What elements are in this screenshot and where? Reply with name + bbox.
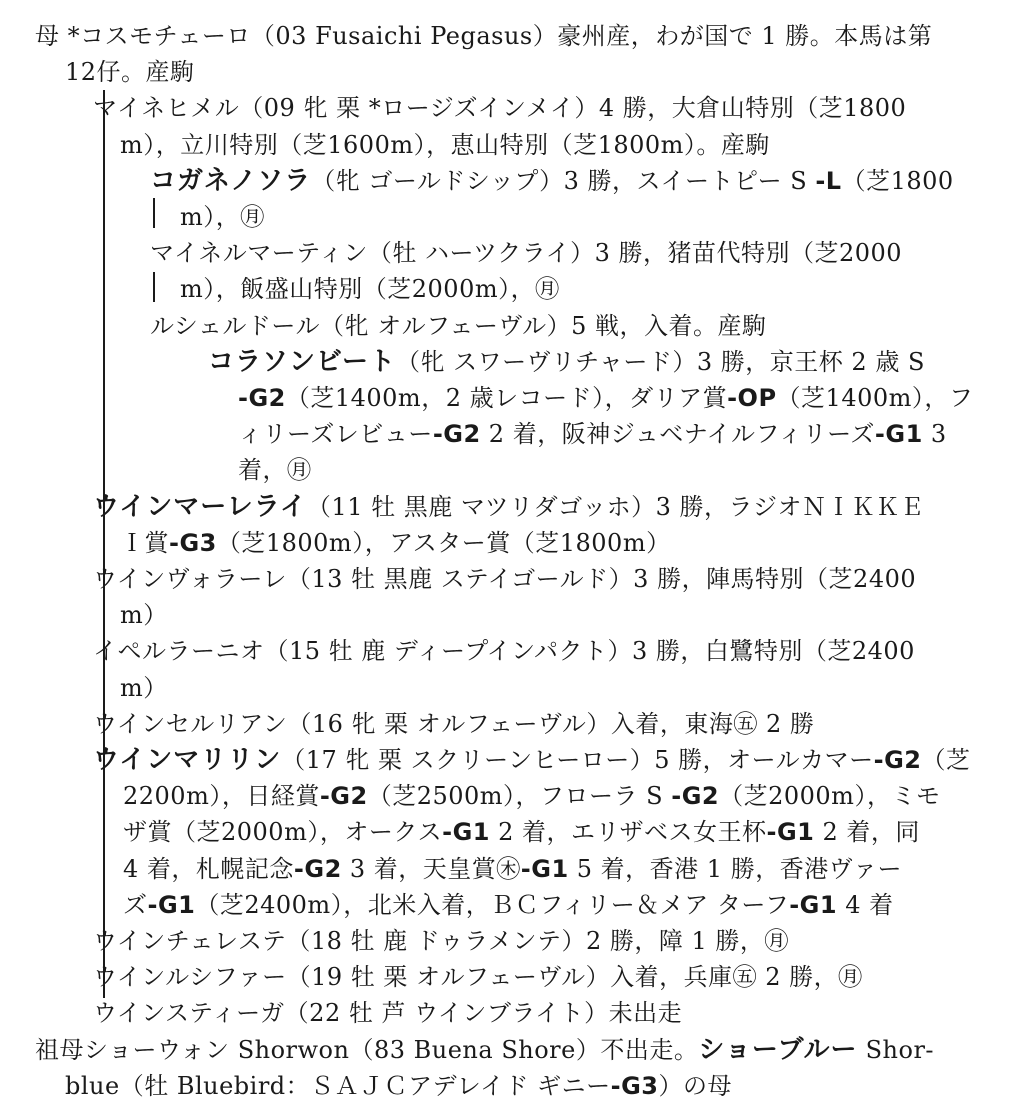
grade-label: -G1 bbox=[520, 855, 569, 883]
text-run: （17 牝 栗 スクリーンヒーロー）5 勝，オールカマー bbox=[281, 746, 874, 774]
text-line bbox=[93, 923, 789, 960]
grade-label: -G1 bbox=[766, 818, 815, 846]
text-run: 母 *コスモチェーロ（03 Fusaichi Pegasus）豪州産，わが国で 1 勝。本馬は第 bbox=[35, 22, 933, 50]
text-run: Ｉ賞 bbox=[120, 529, 169, 557]
text-run: m），飯盛山特別（芝2000m），㊊ bbox=[180, 275, 560, 303]
text-line bbox=[93, 633, 915, 670]
text-run: マイネルマーティン（牡 ハーツクライ）3 勝，猪苗代特別（芝2000 bbox=[150, 239, 903, 267]
grade-label: -L bbox=[815, 167, 842, 195]
text-run: 祖母ショーウォン Shorwon（83 Buena Shore）不出走。 bbox=[35, 1036, 699, 1064]
text-run: 2 着，阪神ジュベナイルフィリーズ bbox=[480, 420, 875, 448]
grade-label: -OP bbox=[727, 384, 777, 412]
text-run: ）の母 bbox=[658, 1072, 732, 1100]
text-run: 4 着，札幌記念 bbox=[123, 855, 294, 883]
text-run: （芝2400m），北米入着，ＢＣフィリー＆メア ターフ bbox=[195, 891, 790, 919]
text-run: ウインルシファー（19 牡 栗 オルフェーヴル）入着，兵庫㊄ 2 勝，㊊ bbox=[93, 963, 863, 991]
text-run: （芝1800 bbox=[841, 167, 954, 195]
text-run: 2 着，エリザベス女王杯 bbox=[489, 818, 767, 846]
text-line bbox=[93, 706, 814, 743]
text-line bbox=[93, 90, 906, 127]
grade-label: -G2 bbox=[873, 746, 922, 774]
text-run: （芝1800m），アスター賞（芝1800m） bbox=[216, 529, 671, 557]
text-line bbox=[150, 235, 902, 272]
text-line bbox=[35, 18, 932, 55]
grade-label: -G1 bbox=[789, 891, 838, 919]
grade-label: -G2 bbox=[319, 782, 368, 810]
text-line bbox=[120, 597, 168, 634]
text-line bbox=[123, 778, 940, 815]
text-run: （芝1400m，2 歳レコード），ダリア賞 bbox=[285, 384, 728, 412]
text-run: （芝2000m），ミモ bbox=[719, 782, 941, 810]
text-run: ザ賞（芝2000m），オークス bbox=[123, 818, 443, 846]
grade-label: -G2 bbox=[432, 420, 481, 448]
horse-name-bold: コガネノソラ bbox=[150, 166, 312, 196]
grade-label: -G1 bbox=[874, 420, 923, 448]
text-run: 3 着，天皇賞㊍ bbox=[341, 855, 521, 883]
text-run: ウインスティーガ（22 牡 芦 ウインブライト）未出走 bbox=[93, 999, 683, 1027]
horse-name-bold: コラソンビート bbox=[208, 347, 396, 377]
grade-label: -G2 bbox=[293, 855, 342, 883]
text-run: （芝1400m），フ bbox=[776, 384, 974, 412]
text-run: マイネヒメル（09 牝 栗 *ロージズインメイ）4 勝，大倉山特別（芝1800 bbox=[93, 94, 907, 122]
text-line bbox=[65, 54, 195, 91]
text-run: （牝 ゴールドシップ）3 勝，スイートピー S bbox=[311, 167, 816, 195]
text-line bbox=[93, 742, 971, 779]
text-run: Shor- bbox=[857, 1036, 935, 1064]
text-run: blue（牡 Bluebird：ＳＡＪＣアデレイド ギニー bbox=[65, 1072, 611, 1100]
text-run: 5 着，香港 1 勝，香港ヴァー bbox=[568, 855, 902, 883]
text-run: m），立川特別（芝1600m），恵山特別（芝1800m）。産駒 bbox=[120, 131, 770, 159]
text-line bbox=[180, 199, 265, 236]
text-line bbox=[208, 344, 925, 381]
text-line bbox=[35, 1032, 934, 1069]
text-run: m） bbox=[120, 601, 168, 629]
horse-name-bold: ウインマーレライ bbox=[93, 492, 307, 522]
text-line bbox=[238, 452, 312, 489]
text-line bbox=[120, 127, 770, 164]
tree-branch-koganenosora bbox=[153, 198, 155, 228]
grade-label: -G1 bbox=[442, 818, 490, 846]
text-run: ウインヴォラーレ（13 牡 黒鹿 ステイゴールド）3 勝，陣馬特別（芝2400 bbox=[93, 565, 917, 593]
text-run: （11 牡 黒鹿 マツリダゴッホ）3 勝，ラジオＮＩＫＫＥ bbox=[306, 493, 925, 521]
text-run: （牝 スワーヴリチャード）3 勝，京王杯 2 歳 S bbox=[395, 348, 925, 376]
text-line bbox=[123, 851, 902, 888]
text-run: 4 着 bbox=[837, 891, 894, 919]
text-line bbox=[65, 1068, 732, 1105]
text-run: ウインセルリアン（16 牝 栗 オルフェーヴル）入着，東海㊄ 2 勝 bbox=[93, 710, 815, 738]
grade-label: -G3 bbox=[610, 1072, 659, 1100]
text-line bbox=[150, 163, 954, 200]
text-line bbox=[238, 380, 973, 417]
grade-label: -G3 bbox=[169, 529, 217, 557]
text-run: 2200m），日経賞 bbox=[123, 782, 320, 810]
text-run: 3 bbox=[922, 420, 947, 448]
text-line bbox=[120, 525, 671, 562]
grade-label: -G1 bbox=[147, 891, 196, 919]
text-run: 12仔。産駒 bbox=[65, 58, 195, 86]
text-line bbox=[238, 416, 947, 453]
text-line bbox=[120, 670, 168, 707]
text-line bbox=[150, 308, 767, 345]
text-run: （芝2500m），フローラ S bbox=[367, 782, 672, 810]
tree-branch-mainelmartin bbox=[153, 272, 155, 302]
text-line bbox=[93, 489, 925, 526]
horse-name-bold: ウインマリリン bbox=[93, 745, 282, 775]
text-line bbox=[180, 271, 560, 308]
grade-label: -G2 bbox=[671, 782, 720, 810]
text-run: ルシェルドール（牝 オルフェーヴル）5 戦，入着。産駒 bbox=[150, 312, 767, 340]
text-line bbox=[93, 561, 916, 598]
text-run: イペルラーニオ（15 牡 鹿 ディープインパクト）3 勝，白鷺特別（芝2400 bbox=[93, 637, 915, 665]
grade-label: -G2 bbox=[238, 384, 286, 412]
text-run: 2 着，同 bbox=[814, 818, 920, 846]
text-line bbox=[123, 814, 920, 851]
text-run: ウインチェレステ（18 牡 鹿 ドゥラメンテ）2 勝，障 1 勝，㊊ bbox=[93, 927, 789, 955]
text-run: m），㊊ bbox=[180, 203, 265, 231]
text-line bbox=[93, 959, 863, 996]
text-line bbox=[93, 995, 682, 1032]
text-run: ィリーズレビュー bbox=[238, 420, 433, 448]
horse-name-bold: ショーブルー bbox=[698, 1035, 858, 1065]
text-run: m） bbox=[120, 674, 168, 702]
text-run: ズ bbox=[123, 891, 148, 919]
text-run: （芝 bbox=[921, 746, 971, 774]
text-line bbox=[123, 887, 894, 924]
text-run: 着，㊊ bbox=[238, 456, 312, 484]
